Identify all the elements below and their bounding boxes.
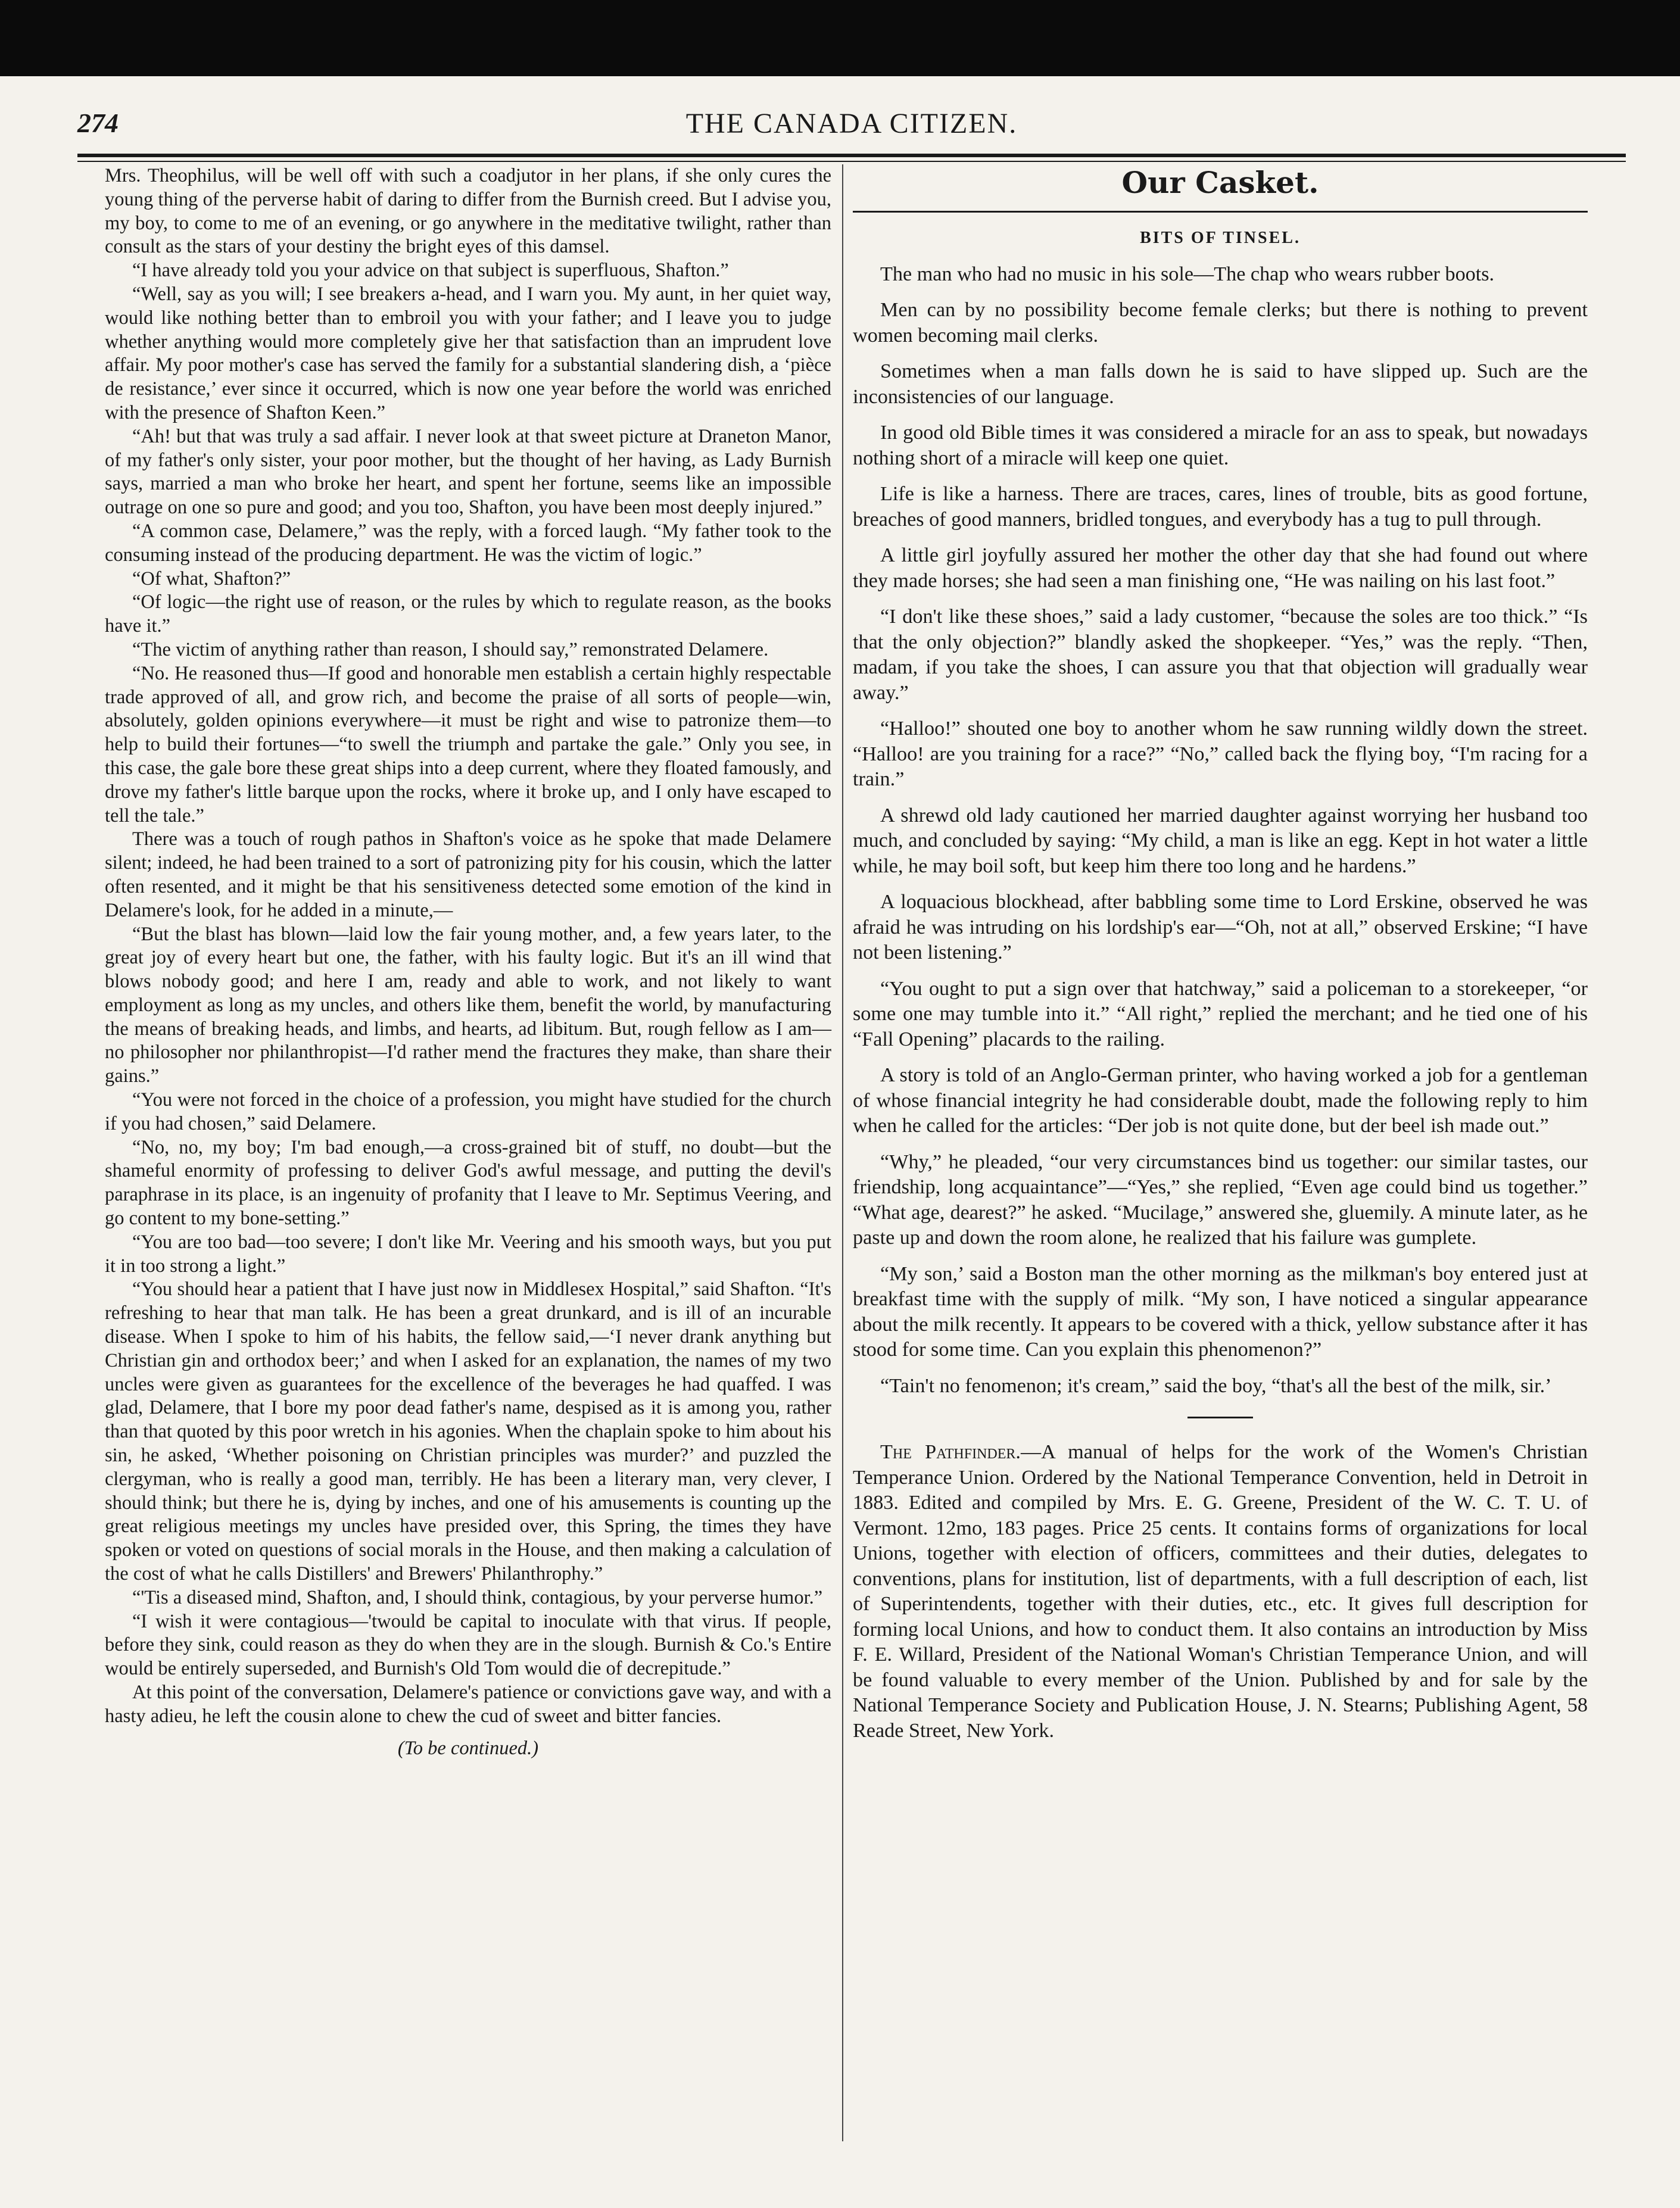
paragraph: “A common case, Delamere,” was the reply, with a forced laugh. “My father took to the consuming instead of the producing department. He was the victim of logic.” (105, 520, 831, 566)
tinsel-item: A loquacious blockhead, after babbling some time to Lord Erskine, observed he was afraid he was intruding on his lordship's ear—“Oh, not at all,” observed Erskine; “I have not been listening.” (853, 891, 1588, 963)
column-divider (842, 164, 843, 2141)
tinsel-item: “Halloo!” shouted one boy to another whom he saw running wildly down the street. “Halloo! are you training for a race?” “No,” called back the flying boy, “I'm racing for a train.” (853, 718, 1588, 790)
tinsel-item: The man who had no music in his sole—The chap who wears rubber boots. (880, 263, 1495, 285)
paragraph: “I wish it were contagious—'twould be capital to inoculate with that virus. If people, before they sink, could reason as they do when they are in the slough. Burnish & Co.'s Entire would be entirely superseded, and Burnish's Old Tom would die of decrepitude.” (105, 1610, 831, 1680)
tinsel-item: “Tain't no fenomenon; it's cream,” said the boy, “that's all the best of the milk, sir.’ (880, 1374, 1552, 1397)
paragraph: “You were not forced in the choice of a profession, you might have studied for the church if you had chosen,” said Delamere. (105, 1089, 831, 1134)
scan-top-border (0, 0, 1680, 76)
paragraph: At this point of the conversation, Delamere's patience or convictions gave way, and with a hasty adieu, he left the cousin alone to chew the cud of sweet and bitter fancies. (105, 1682, 831, 1727)
tinsel-item: A little girl joyfully assured her mother the other day that she had found out where they made horses; she had seen a man finishing one, “He was nailing on his last foot.” (853, 544, 1588, 592)
paragraph: “Ah! but that was truly a sad affair. I never look at that sweet picture at Draneton Manor, of my father's only sister, your poor mother, but the thought of her having, as Lady Burnish says, married a man who broke her heart, and spent her fortune, seems like an impossible outrage on one so pure and good; and you too, Shafton, you have been most deeply injured.” (105, 425, 831, 519)
paragraph: There was a touch of rough pathos in Shafton's voice as he spoke that made Delamere silent; indeed, he had been trained to a sort of patronizing pity for his cousin, which the latter often resented, and it might be that his sensitiveness detected some emotion of the kind in Delamere's look, for he added in a minute,— (105, 828, 831, 921)
to-be-continued: (To be continued.) (397, 1737, 539, 1759)
paragraph: “No, no, my boy; I'm bad enough,—a cross-grained bit of stuff, no doubt—but the shameful enormity of professing to deliver God's awful message, and putting the devil's paraphrase in its place, is an ingenuity of profanity that I leave to Mr. Septimus Veering, and go content to my bone-setting.” (105, 1136, 831, 1230)
paragraph: “No. He reasoned thus—If good and honorable men establish a certain highly respectable trade approved of all, and grow rich, and become the praise of all sorts of people—win, absolutely, golden opinions everywhere—it must be right and wise to patronize them—to help to build their fortunes—“to swell the triumph and partake the gale.” Only you see, in this case, the gale bore these great ships into a deep current, where they floated famously, and drove my father's little barque upon the rocks, where it broke up, and I only have escaped to tell the tale.” (105, 662, 831, 827)
tinsel-item: “You ought to put a sign over that hatchway,” said a policeman to a storekeeper, “or some one may tumble into it.” “All right,” replied the merchant; and he tied one of his “Fall Opening” placards to the railing. (853, 977, 1588, 1050)
paragraph: “You are too bad—too severe; I don't like Mr. Veering and his smooth ways, but you put it in too strong a light.” (105, 1231, 831, 1277)
tinsel-item: Men can by no possibility become female clerks; but there is nothing to prevent women becoming mail clerks. (853, 299, 1588, 347)
pathfinder-lead: The Pathfinder. (880, 1441, 1021, 1463)
section-rule (853, 211, 1588, 213)
tinsel-item: “My son,’ said a Boston man the other morning as the milkman's boy entered just at breakfast time with the supply of milk. “My son, I have noticed a singular appearance about the milk recently. It appears to be covered with a thick, yellow substance after it has stood for some time. Can you explain this phenomenon?” (853, 1262, 1588, 1361)
page-header (77, 107, 1626, 149)
tinsel-item: Life is like a harness. There are traces, cares, lines of trouble, bits as good fortune, breaches of good manners, bridled tongues, and everybody has a tug to pull through. (853, 483, 1588, 531)
pathfinder-body: —A manual of helps for the work of the Women's Christian Temperance Union. Ordered by the National Temperance Convention, held in Detroit in 1883. Edited and compiled by Mrs. E. G. Greene, President of the W. C. T. U. of Vermont. 12mo, 183 pages. Price 25 cents. It contains forms of organizations for local Unions, together with election of officers, committees and their duties, delegates to conventions, plans for institution, list of departments, with a full description of each, list of Superintendents, together with their duties, etc., etc. It gives full description for forming local Unions, and how to conduct them. It also contains an introduction by Miss F. E. Willard, President of the National Woman's Christian Temperance Union, and will be found valuable to every member of the Union. Published by and for sale by the National Temperance Society and Publication House, J. N. Stearns; Publishing Agent, 58 Reade Street, New York. (853, 1441, 1588, 1742)
tinsel-item: A shrewd old lady cautioned her married daughter against worrying her husband too much, and concluded by saying: “My child, a man is like an egg. Kept in hot water a little while, he may boil soft, but keep him there too long and he hardens.” (853, 804, 1588, 877)
tinsel-item: Sometimes when a man falls down he is said to have slipped up. Such are the inconsistencies of our language. (853, 360, 1588, 408)
paragraph: “Well, say as you will; I see breakers a-head, and I warn you. My aunt, in her quiet way, would like nothing better than to embroil you with your father; and I leave you to judge whether anything would more completely give her that satisfaction than an imprudent love affair. My poor mother's case has served the family for a substantial slandering dish, a ‘pièce de resistance,’ ever since it occurred, which is now one year before the world was enriched with the presence of Shafton Keen.” (105, 283, 831, 423)
page-number: 274 (77, 108, 119, 138)
paragraph: “But the blast has blown—laid low the fair young mother, and, a few years later, to the great joy of every heart but one, the father, with his faulty logic. But it's an ill wind that blows nobody good; and here I am, ready and able to work, and not likely to want employment as long as my uncles, and others like them, benefit the world, by manufacturing the means of breaking heads, and limbs, and hearts, ad libitum. But, rough fellow as I am—no philosopher nor philanthropist—I'd rather mend the fractures they make, than share their gains.” (105, 923, 831, 1087)
section-subtitle: BITS OF TINSEL. (1140, 229, 1301, 247)
tinsel-item: “I don't like these shoes,” said a lady customer, “because the soles are too thick.” “Is that the only objection?” blandly asked the shopkeeper. “Yes,” was the reply. “Then, madam, if you take the shoes, I can assure you that that objection will gradually wear away.” (853, 606, 1588, 704)
left-column (105, 164, 831, 1760)
paragraph: “Of logic—the right use of reason, or the rules by which to regulate reason, as the books have it.” (105, 591, 831, 637)
paper-title: THE CANADA CITIZEN. (685, 108, 1018, 139)
header-rule-thick (77, 154, 1626, 157)
paragraph: Mrs. Theophilus, will be well off with such a coadjutor in her plans, if she only cures the young thing of the perverse habit of daring to differ from the Burnish creed. But I advise you, my boy, to come to me of an evening, or go anywhere in the meditative twilight, rather than consult as the stars of your destiny the bright eyes of this damsel. (105, 165, 831, 258)
paragraph: “'Tis a diseased mind, Shafton, and, I should think, contagious, by your perverse humor.” (132, 1586, 823, 1608)
right-column (853, 160, 1588, 1754)
pathfinder-notice (853, 1440, 1588, 1744)
tinsel-item: A story is told of an Anglo-German printer, who having worked a job for a gentleman of whose financial integrity he had considerable doubt, made the following reply to him when he called for the articles: “Der job is not quite done, but der beel ish made out.” (853, 1064, 1588, 1137)
paragraph: “Of what, Shafton?” (132, 567, 291, 590)
paragraph: “I have already told you your advice on that subject is superfluous, Shafton.” (132, 260, 729, 282)
paragraph: “The victim of anything rather than reason, I should say,” remonstrated Delamere. (132, 638, 769, 660)
section-title: Our Casket. (1121, 165, 1319, 200)
tinsel-item: “Why,” he pleaded, “our very circumstances bind us together: our similar tastes, our friendship, long acquaintance”—“Yes,” she replied, “Even age could bind us together.” “What age, dearest?” he asked. “Mucilage,” answered she, gluemily. A minute later, as he paste up and down the room alone, he realized that his failure was gumplete. (853, 1150, 1588, 1249)
tinsel-item: In good old Bible times it was considered a miracle for an ass to speak, but nowadays nothing short of a miracle will keep one quiet. (853, 422, 1588, 469)
paragraph: “You should hear a patient that I have just now in Middlesex Hospital,” said Shafton. “It's refreshing to hear that man talk. He has been a great drunkard, and is ill of an incurable disease. When I spoke to him of his habits, the fellow said,—‘I never drank anything but Christian gin and orthodox beer;’ and when I asked for an explanation, the names of my two uncles were given as guarantees for the excellence of the beverages he had quaffed. I was glad, Delamere, that I bore my poor dead father's name, despised as it is among you, rather than that quoted by this poor wretch in his agonies. When the chaplain spoke to him about his sin, he asked, ‘Whether poisoning on Christian principles was murder?’ and puzzled the clergyman, who is really a good man, terribly. He has been a literary man, very clever, I should think; but there he is, dying by inches, and one of his amusements is counting up the great religious meetings my uncles have presided over, this Spring, the times they have spoken or voted on questions of social morals in the House, and then making a calculation of the cost of what he calls Distillers' and Brewers' Philanthrophy.” (105, 1278, 831, 1585)
short-divider-rule (1187, 1417, 1253, 1418)
